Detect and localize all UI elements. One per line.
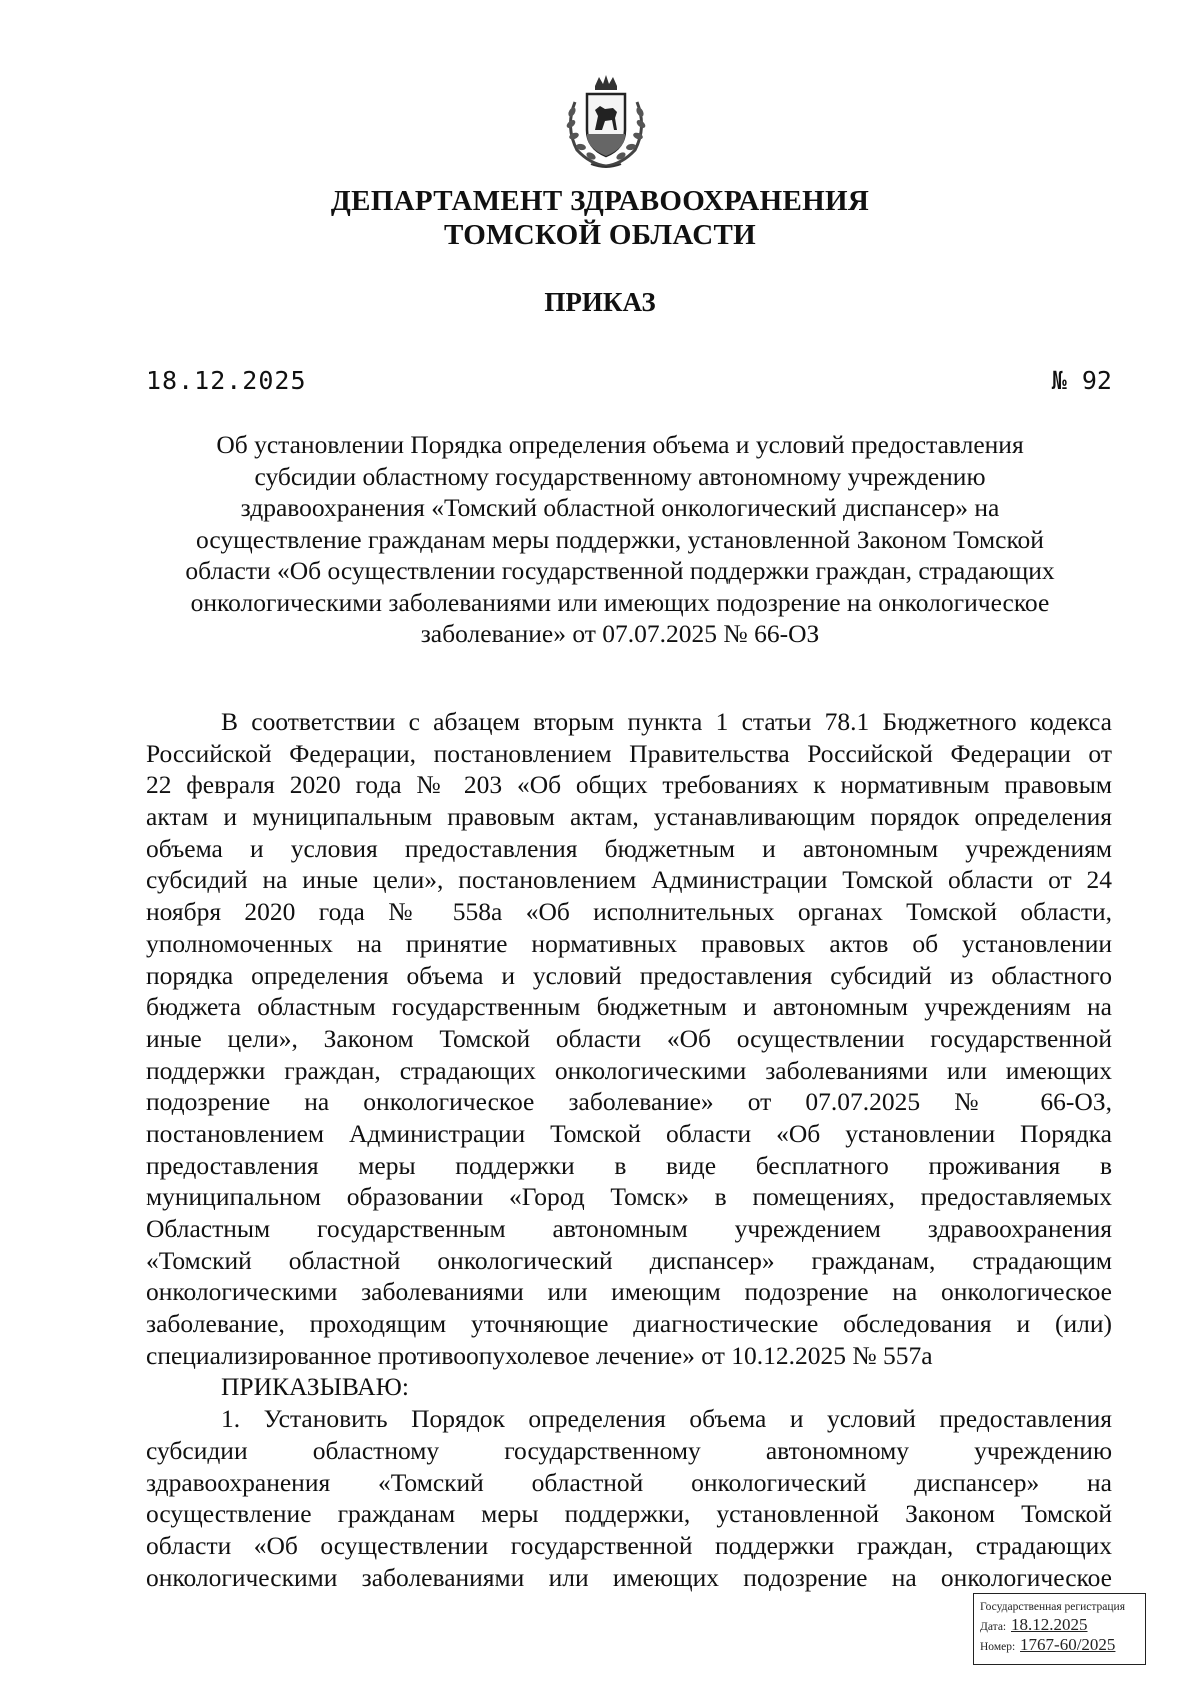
body-line: ноября 2020 года № 558а «Об исполнительных органах Томской области, bbox=[146, 897, 1112, 927]
subject-line: области «Об осуществлении государственной поддержки граждан, страдающих bbox=[185, 556, 1055, 585]
stamp-number-row bbox=[980, 1636, 1139, 1656]
directive-heading: ПРИКАЗЫВАЮ: bbox=[221, 1372, 409, 1402]
body-line: Российской Федерации, постановлением Правительства Российской Федерации от bbox=[146, 738, 1112, 768]
body-line: постановлением Администрации Томской области «Об установлении Порядка bbox=[146, 1118, 1112, 1148]
coat-of-arms-icon bbox=[555, 72, 657, 172]
document-type: ПРИКАЗ bbox=[544, 287, 656, 317]
registration-stamp bbox=[973, 1593, 1146, 1665]
body-line: субсидии областному государственному автономному учреждению bbox=[146, 1435, 1112, 1465]
body-line: заболевание, проходящим уточняющие диагностические обследования и (или) bbox=[146, 1309, 1112, 1339]
body-line: подозрение на онкологическое заболевание» от 07.07.2025 № 66-ОЗ, bbox=[146, 1087, 1112, 1117]
body-line: муниципальном образовании «Город Томск» в помещениях, предоставляемых bbox=[146, 1182, 1112, 1212]
body-line: субсидий на иные цели», постановлением Администрации Томской области от 24 bbox=[146, 865, 1112, 895]
body-line: порядка определения объема и условий предоставления субсидий из областного bbox=[146, 960, 1112, 990]
body-line: осуществление гражданам меры поддержки, установленной Законом Томской bbox=[146, 1499, 1112, 1529]
item-1-paragraph bbox=[146, 1403, 1112, 1593]
body-line: бюджета областным государственным бюджетным и автономным учреждениям на bbox=[146, 992, 1112, 1022]
stamp-date-value: 18.12.2025 bbox=[1011, 1615, 1088, 1634]
subject-line: субсидии областному государственному автономному учреждению bbox=[254, 461, 986, 491]
body-line: иные цели», Законом Томской области «Об осуществлении государственной bbox=[146, 1023, 1112, 1053]
document-body bbox=[146, 706, 1112, 1593]
body-line: актам и муниципальным правовым актам, устанавливающим порядок определения bbox=[146, 802, 1112, 832]
subject-line: онкологическими заболеваниями или имеющих подозрение на онкологическое bbox=[190, 587, 1050, 617]
body-line: В соответствии с абзацем вторым пункта 1 статьи 78.1 Бюджетного кодекса bbox=[221, 707, 1112, 736]
body-line: уполномоченных на принятие нормативных правовых актов об установлении bbox=[146, 928, 1112, 958]
subject-line: заболевание» от 07.07.2025 № 66-ОЗ bbox=[420, 619, 820, 648]
subject-line: здравоохранения «Томский областной онкологический диспансер» на bbox=[240, 493, 1000, 522]
stamp-title: Государственная регистрация bbox=[980, 1601, 1125, 1613]
body-line: Областным государственным автономным учреждением здравоохранения bbox=[146, 1214, 1112, 1243]
stamp-number-label: Номер: bbox=[980, 1641, 1016, 1653]
stamp-date-row bbox=[980, 1616, 1139, 1636]
body-line: 1. Установить Порядок определения объема и условий предоставления bbox=[221, 1404, 1112, 1434]
stamp-date-label: Дата: bbox=[980, 1621, 1007, 1633]
body-line: онкологическими заболеваниями или имеющим подозрение на онкологическое bbox=[146, 1277, 1112, 1307]
subject-line: Об установлении Порядка определения объема и условий предоставления bbox=[216, 430, 1024, 459]
body-line: объема и условия предоставления бюджетным и автономным учреждениям bbox=[146, 833, 1112, 863]
body-line: области «Об осуществлении государственной поддержки граждан, страдающих bbox=[146, 1530, 1112, 1560]
body-line: 22 февраля 2020 года № 203 «Об общих требованиях к нормативным правовым bbox=[146, 770, 1112, 800]
body-line: предоставления меры поддержки в виде бесплатного проживания в bbox=[146, 1150, 1112, 1180]
document-subject bbox=[160, 429, 1080, 650]
document-number: № 92 bbox=[1051, 366, 1112, 395]
department-name bbox=[0, 184, 1200, 252]
stamp-number-value: 1767-60/2025 bbox=[1020, 1635, 1116, 1654]
body-line: онкологическими заболеваниями или имеющих подозрение на онкологическое bbox=[146, 1562, 1112, 1592]
department-line-1: ДЕПАРТАМЕНТ ЗДРАВООХРАНЕНИЯ bbox=[330, 185, 870, 217]
preamble-paragraph bbox=[146, 706, 1112, 1371]
document-date: 18.12.2025 bbox=[146, 366, 307, 395]
subject-line: осуществление гражданам меры поддержки, установленной Законом Томской bbox=[196, 524, 1044, 554]
body-line: здравоохранения «Томский областной онкологический диспансер» на bbox=[146, 1467, 1112, 1497]
department-line-2: ТОМСКОЙ ОБЛАСТИ bbox=[444, 219, 756, 251]
body-line: специализированное противоопухолевое лечение» от 10.12.2025 № 557а bbox=[146, 1340, 933, 1370]
body-line: «Томский областной онкологический диспансер» гражданам, страдающим bbox=[146, 1245, 1112, 1275]
body-line: поддержки граждан, страдающих онкологическими заболеваниями или имеющих bbox=[146, 1055, 1112, 1085]
